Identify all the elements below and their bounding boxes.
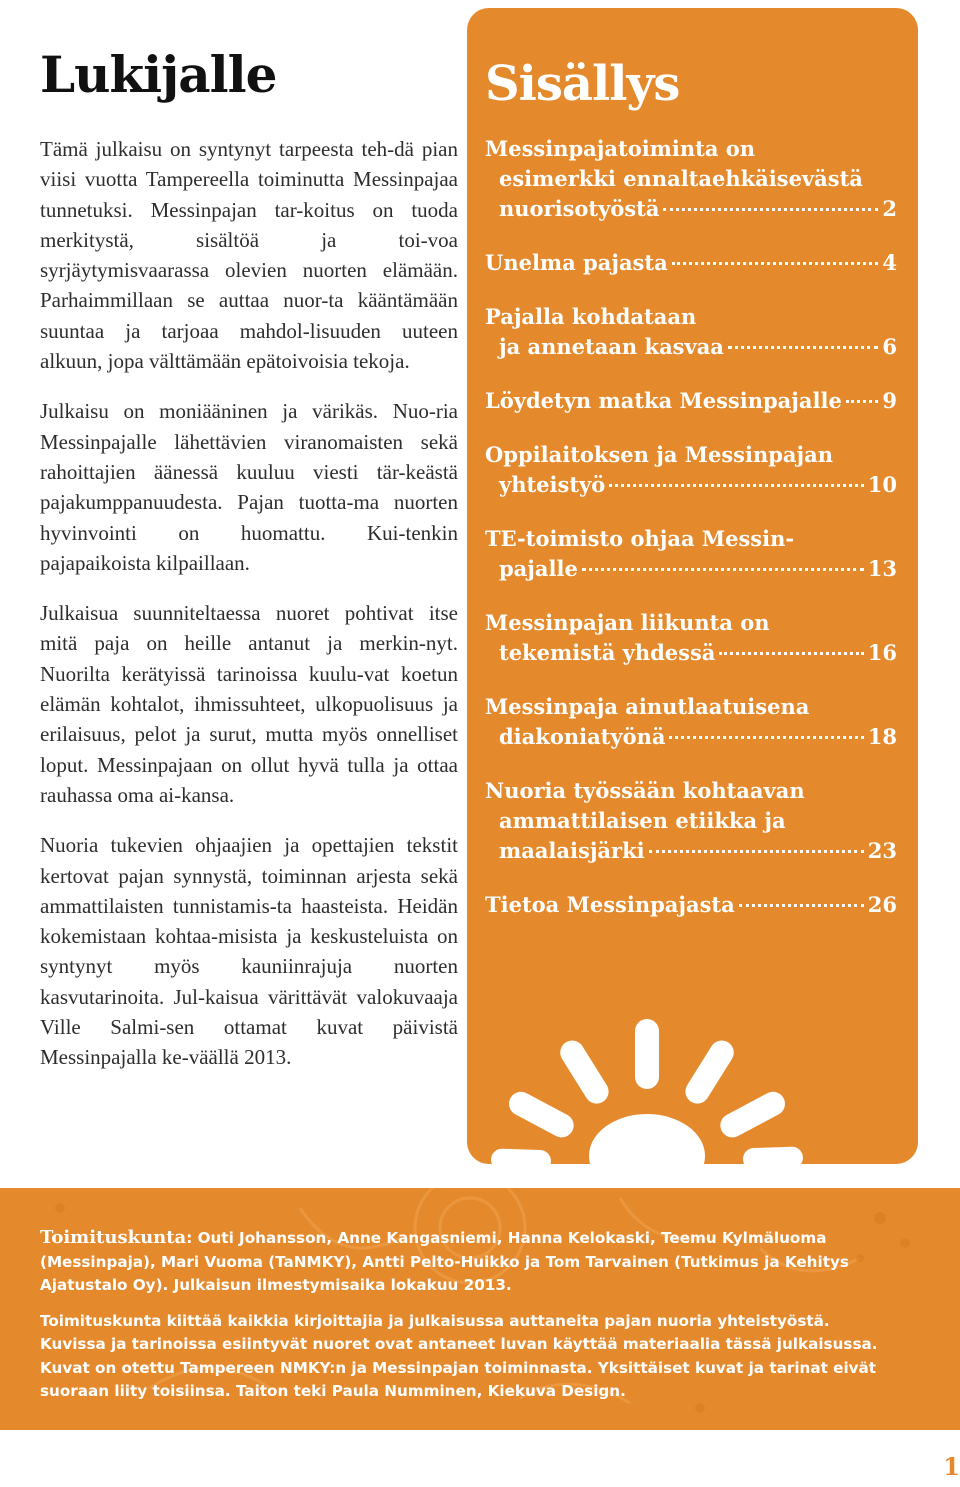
toc-item (485, 248, 897, 278)
intro-column (40, 45, 458, 1093)
toc-entry-row (485, 248, 897, 278)
credits-heading: Toimituskunta (40, 1227, 187, 1248)
toc-item (485, 608, 897, 668)
dot-leader (739, 904, 864, 907)
page-number: 1 (943, 1452, 960, 1481)
toc-entry-row (485, 722, 897, 752)
toc-item-line: Messinpajatoiminta on (485, 136, 756, 161)
toc-item (485, 440, 897, 500)
toc-item-line: Messinpajan liikunta on (485, 610, 770, 635)
credits-names: : Outi Johansson, Anne Kangasniemi, Hanna Kelokaski, Teemu Kylmäluoma (Messinpaja), Mari Vuoma (TaNMKY), Antti Pelto-Huikko ja Tom Tarvainen (Tutkimus ja Kehitys Ajatustalo Oy). Julkaisun ilmestymisaika lokakuu 2013. (40, 1229, 849, 1294)
sunburst-decoration (467, 924, 918, 1164)
credits-text (40, 1226, 900, 1404)
toc-page-number: 13 (867, 556, 897, 581)
credits-band (0, 1188, 960, 1430)
toc-item (485, 776, 897, 866)
toc-entry-row (485, 890, 897, 920)
toc-item-line: Oppilaitoksen ja Messinpajan (485, 442, 833, 467)
toc-entry-title: Tietoa Messinpajasta (485, 892, 735, 917)
toc-item-line: Pajalla kohdataan (485, 304, 697, 329)
toc-page-number: 10 (867, 472, 897, 497)
toc-entry-title: diakoniatyönä (499, 724, 666, 749)
toc-entry-row (485, 470, 897, 500)
toc-page-number: 6 (882, 334, 897, 359)
page-title: Lukijalle (40, 45, 277, 104)
toc-item-line: Nuoria työssään kohtaavan (485, 778, 805, 803)
toc-item (485, 302, 897, 362)
dot-leader (609, 484, 864, 487)
toc-entry-row (485, 554, 897, 584)
toc-entry-row (485, 386, 897, 416)
dot-leader (649, 850, 864, 853)
toc-page-number: 23 (867, 838, 897, 863)
dot-leader (663, 208, 878, 211)
intro-paragraph-2: Julkaisu on moniääninen ja värikäs. Nuo-ria Messinpajalle lähettävien viranomaisten sekä rahoittajien äänessä kuuluu viesti tär-keästä pajakumppanuudesta. Pajan tuotta-ma nuorten hyvinvointi on huomattu. Kui-tenkin pajapaikoista kilpaillaan. (40, 399, 458, 575)
dot-leader (672, 262, 879, 265)
toc-entry-row (485, 194, 897, 224)
toc-page-number: 9 (882, 388, 897, 413)
toc-item-line: Messinpaja ainutlaatuisena (485, 694, 810, 719)
intro-paragraph-4: Nuoria tukevien ohjaajien ja opettajien tekstit kertovat pajan synnystä, toiminnan arjesta sekä ammattilaisten tunnistamis-ta haasteista. Heidän kokemistaan kohtaa-misista ja keskusteluista on syntynyt myös kauniinrajuja nuorten kasvutarinoita. Jul-kaisua värittävät valokuvaaja Ville Salmi-sen ottamat kuvat päivistä Messinpajalla ke-väällä 2013. (40, 833, 458, 1070)
intro-paragraph-3: Julkaisua suunniteltaessa nuoret pohtivat itse mitä paja on heille antanut ja merkin-nyt. Nuorilta kerätyissä tarinoissa kuulu-vat koetun elämän kohtalot, ihmissuhteet, ulkopuolisuus ja erilaisuus, pelot ja surut, mutta myös onnelliset loput. Messinpajaan on ollut hyvä tulla ja ottaa rauhassa oma ai-kansa. (40, 601, 458, 807)
toc-item-line: TE-toimisto ohjaa Messin- (485, 526, 795, 551)
toc-entry-title: maalaisjärki (499, 838, 645, 863)
dot-leader (846, 400, 879, 403)
toc-title: Sisällys (485, 56, 680, 112)
toc-item (485, 890, 897, 920)
toc-item (485, 386, 897, 416)
toc-item-line: ammattilaisen etiikka ja (499, 808, 786, 833)
toc-page-number: 18 (867, 724, 897, 749)
toc-page-number: 2 (882, 196, 897, 221)
dot-leader (728, 346, 878, 349)
toc-entry-title: tekemistä yhdessä (499, 640, 716, 665)
toc-page-number: 4 (882, 250, 897, 275)
dot-leader (719, 652, 863, 655)
toc-list (485, 134, 897, 944)
toc-entry-title: ja annetaan kasvaa (499, 334, 724, 359)
toc-page-number: 26 (867, 892, 897, 917)
intro-paragraph-1: Tämä julkaisu on syntynyt tarpeesta teh-dä pian viisi vuotta Tampereella toiminutta Messinpajaa tunnetuksi. Messinpajan tar-koitus on tuoda merkitystä, sisältöä ja toi-voa syrjäytymisvaarassa olevien nuorten elämään. Parhaimmillaan se auttaa nuor-ta kääntämään suuntaa ja tarjoaa mahdol-lisuuden uuteen alkuun, jopa välttämään epätoivoisia tekoja. (40, 137, 458, 374)
toc-item (485, 134, 897, 224)
toc-item (485, 524, 897, 584)
toc-item (485, 692, 897, 752)
toc-page-number: 16 (867, 640, 897, 665)
toc-entry-row (485, 638, 897, 668)
toc-entry-row (485, 332, 897, 362)
toc-entry-title: Löydetyn matka Messinpajalle (485, 388, 842, 413)
dot-leader (582, 568, 864, 571)
toc-entry-title: nuorisotyöstä (499, 196, 660, 221)
toc-item-line: esimerkki ennaltaehkäisevästä (499, 166, 863, 191)
toc-entry-title: pajalle (499, 556, 578, 581)
credits-thanks: Toimituskunta kiittää kaikkia kirjoittajia ja julkaisussa auttaneita pajan nuoria yhteistyöstä. Kuvissa ja tarinoissa esiintyvät nuoret ovat antaneet luvan käyttää materiaalia tässä julkaisussa. Kuvat on otettu Tampereen NMKY:n ja Messinpajan toiminnasta. Yksittäiset kuvat ja tarinat eivät suoraan liity toisiinsa. Taiton teki Paula Numminen, Kiekuva Design. (40, 1311, 878, 1400)
dot-leader (669, 736, 863, 739)
table-of-contents-panel (467, 8, 918, 1164)
toc-entry-row (485, 836, 897, 866)
toc-entry-title: Unelma pajasta (485, 250, 668, 275)
toc-entry-title: yhteistyö (499, 472, 606, 497)
